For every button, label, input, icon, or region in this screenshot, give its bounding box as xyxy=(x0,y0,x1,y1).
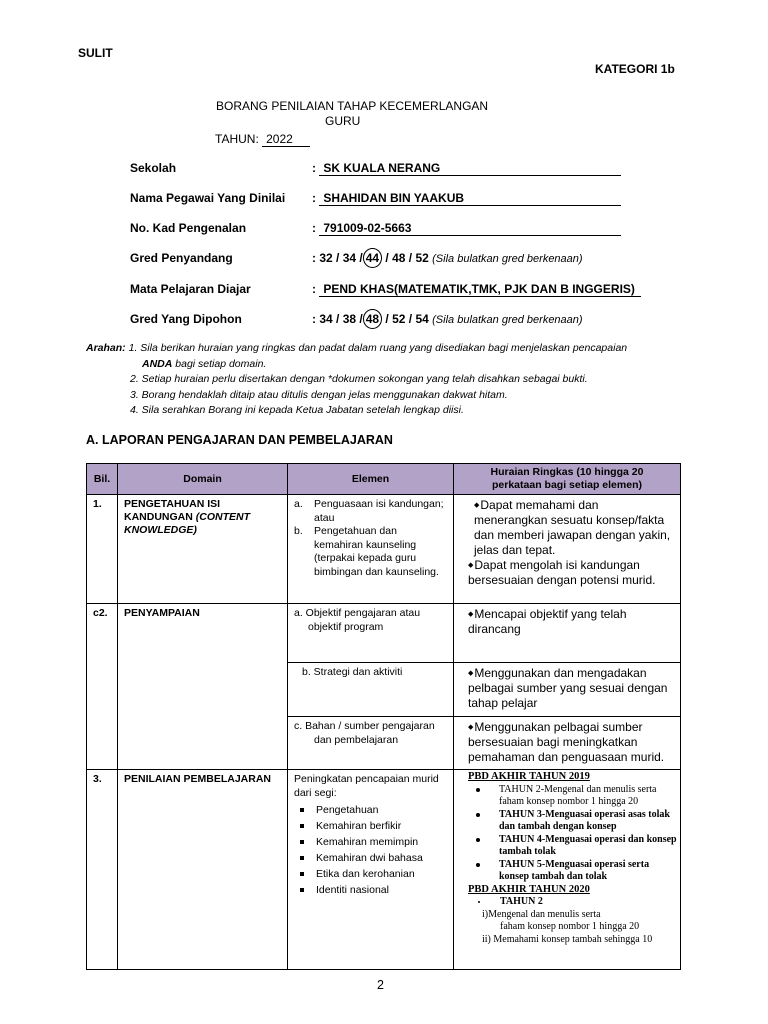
tahun-value: 2022 xyxy=(262,132,310,147)
nama-label: Nama Pegawai Yang Dinilai xyxy=(130,191,286,205)
table-header-row xyxy=(87,464,681,495)
page-number: 2 xyxy=(377,978,384,992)
sekolah-label: Sekolah xyxy=(130,161,177,175)
assessment-table xyxy=(86,463,681,970)
header-domain: Domain xyxy=(118,464,288,495)
gred-dipohon-note: (Sila bulatkan gred berkenaan) xyxy=(432,314,583,326)
list-item: TAHUN 3-Menguasai operasi asas tolak dan tambah dengan konsep xyxy=(468,809,677,834)
pbd-2020-ii: ii) Memahami konsep tambah sehingga 10 xyxy=(482,933,653,945)
diamond-icon: ◆ xyxy=(468,670,474,677)
arahan-line4: 4. Sila serahkan Borang ini kepada Ketua Jabatan setelah lengkap diisi. xyxy=(130,404,464,416)
sekolah-field: : SK KUALA NERANG xyxy=(312,161,621,176)
row2-elemen-a: a. Objektif pengajaran atau objektif program xyxy=(288,604,454,663)
list-item: TAHUN 2 xyxy=(468,896,677,909)
sekolah-value: SK KUALA NERANG xyxy=(319,161,621,176)
row2-huraian-b: ◆Menggunakan dan mengadakan pelbagai sumber yang sesuai dengan tahap pelajar xyxy=(454,663,681,717)
gred-dipohon-b: / 52 / 54 xyxy=(385,312,429,326)
table-row xyxy=(87,770,681,970)
row3-huraian xyxy=(454,770,681,970)
list-item: Etika dan kerohanian xyxy=(316,866,447,882)
diamond-icon: ◆ xyxy=(468,724,474,731)
tahun-label: TAHUN: xyxy=(215,132,259,146)
row2-huraian-c: ◆Menggunakan pelbagai sumber bersesuaian bagi meningkatkan pemahaman dan penguasaan murid. xyxy=(454,717,681,770)
gred-note: (Sila bulatkan gred berkenaan) xyxy=(432,253,583,265)
gred-penyandang-circled: 44 xyxy=(363,248,382,268)
form-title-line2: GURU xyxy=(325,114,361,128)
mata-pelajaran-value: PEND KHAS(MATEMATIK,TMK, PJK DAN B INGGERIS) xyxy=(319,282,641,297)
table-row xyxy=(87,604,681,663)
list-item: Kemahiran berfikir xyxy=(316,818,447,834)
mata-pelajaran-label: Mata Pelajaran Diajar xyxy=(130,282,251,296)
row1-huraian: ◆Dapat memahami dan menerangkan sesuatu konsep/fakta dan memberi jawapan dengan yakin, jelas dan tepat. ◆Dapat mengolah isi kandungan bersesuaian dengan potensi murid. xyxy=(454,495,681,604)
header-bil: Bil. xyxy=(87,464,118,495)
gred-penyandang-field: : 32 / 34 / 44 / 48 / 52 (Sila bulatkan gred berkenaan) xyxy=(312,251,583,265)
row2-huraian-a: ◆Mencapai objektif yang telah dirancang xyxy=(454,604,681,663)
pbd-2020-heading: PBD AKHIR TAHUN 2020 xyxy=(468,883,590,895)
row3-bil: 3. xyxy=(87,770,118,970)
pbd-2020-i: i)Mengenal dan menulis serta xyxy=(482,908,601,920)
row2-bil: c2. xyxy=(87,604,118,770)
list-item: Pengetahuan xyxy=(316,802,447,818)
nama-field: : SHAHIDAN BIN YAAKUB xyxy=(312,191,621,206)
diamond-icon: ◆ xyxy=(468,562,474,569)
tahun-field xyxy=(215,132,310,147)
arahan-line1-cont: bagi setiap domain. xyxy=(175,357,267,370)
kad-label: No. Kad Pengenalan xyxy=(130,221,247,235)
list-item: TAHUN 2-Mengenal dan menulis serta faham konsep nombor 1 hingga 20 xyxy=(468,784,677,809)
section-a-heading: A. LAPORAN PENGAJARAN DAN PEMBELAJARAN xyxy=(86,433,393,447)
arahan-line2: 2. Setiap huraian perlu disertakan dengan *dokumen sokongan yang telah disahkan sebagai bukti. xyxy=(130,373,588,385)
list-item: TAHUN 4-Menguasai operasi dan konsep tambah tolak xyxy=(468,834,677,859)
list-item: Kemahiran dwi bahasa xyxy=(316,850,447,866)
kad-field: : 791009-02-5663 xyxy=(312,221,621,236)
row3-domain: PENILAIAN PEMBELAJARAN xyxy=(118,770,288,970)
arahan-label: Arahan: xyxy=(86,342,126,354)
table-row xyxy=(87,495,681,604)
gred-penyandang-a: 32 / 34 / xyxy=(319,251,363,265)
nama-value: SHAHIDAN BIN YAAKUB xyxy=(319,191,621,206)
header-huraian: Huraian Ringkas (10 hingga 20 perkataan bagi setiap elemen) xyxy=(454,464,681,495)
arahan-anda: ANDA xyxy=(142,357,173,370)
list-item: Kemahiran memimpin xyxy=(316,834,447,850)
header-elemen: Elemen xyxy=(288,464,454,495)
kad-value: 791009-02-5663 xyxy=(319,221,621,236)
arahan-instructions xyxy=(86,341,627,419)
row2-elemen-c: c. Bahan / sumber pengajaran dan pembelajaran xyxy=(288,717,454,770)
row1-domain: PENGETAHUAN ISI KANDUNGAN (CONTENT KNOWLEDGE) xyxy=(118,495,288,604)
kategori-label: KATEGORI 1b xyxy=(595,62,675,76)
row3-elemen: Peningkatan pencapaian murid dari segi: Pengetahuan Kemahiran berfikir Kemahiran memimpin Kemahiran dwi bahasa Etika dan kerohanian Identiti nasional xyxy=(288,770,454,970)
mata-pelajaran-field: : PEND KHAS(MATEMATIK,TMK, PJK DAN B INGGERIS) xyxy=(312,282,641,297)
row2-elemen-b: b. Strategi dan aktiviti xyxy=(288,663,454,717)
list-item: TAHUN 5-Menguasai operasi serta konsep tambah dan tolak xyxy=(468,859,677,884)
list-item: Identiti nasional xyxy=(316,882,447,898)
arahan-line3: 3. Borang hendaklah ditaip atau ditulis dengan jelas menggunakan dakwat hitam. xyxy=(130,388,508,401)
gred-dipohon-circled: 48 xyxy=(363,309,382,329)
row1-elemen: a. Penguasaan isi kandungan; atau b. Pengetahuan dan kemahiran kaunseling (terpakai kepada guru bimbingan dan kaunseling. xyxy=(288,495,454,604)
gred-dipohon-a: 34 / 38 / xyxy=(319,312,363,326)
pbd-2019-heading: PBD AKHIR TAHUN 2019 xyxy=(468,771,590,782)
arahan-line1: 1. Sila berikan huraian yang ringkas dan padat dalam ruang yang disediakan bagi menjelaskan pencapaian xyxy=(128,342,628,354)
diamond-icon: ◆ xyxy=(474,502,480,509)
gred-dipohon-label: Gred Yang Dipohon xyxy=(130,312,242,326)
gred-penyandang-label: Gred Penyandang xyxy=(130,251,233,265)
gred-dipohon-field: : 34 / 38 / 48 / 52 / 54 (Sila bulatkan gred berkenaan) xyxy=(312,312,583,326)
sulit-label: SULIT xyxy=(78,46,113,60)
row2-domain: PENYAMPAIAN xyxy=(118,604,288,770)
diamond-icon: ◆ xyxy=(468,611,474,618)
row1-bil: 1. xyxy=(87,495,118,604)
pbd-2020-i2: faham konsep nombor 1 hingga 20 xyxy=(500,921,640,932)
form-title: BORANG PENILAIAN TAHAP KECEMERLANGAN xyxy=(216,99,489,113)
gred-penyandang-b: / 48 / 52 xyxy=(385,251,429,265)
